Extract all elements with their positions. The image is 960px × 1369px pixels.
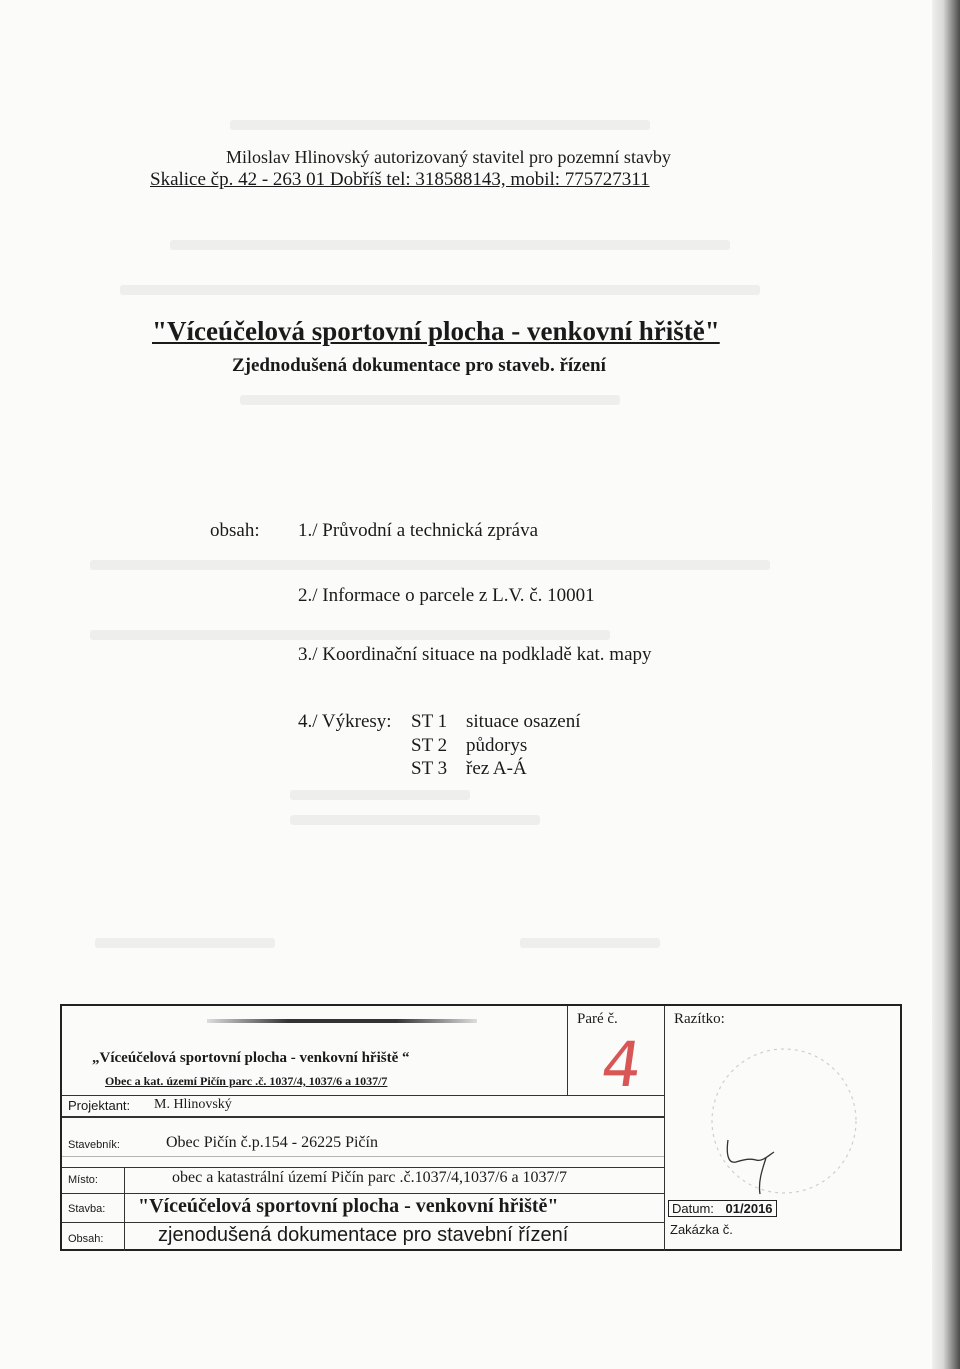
bleed-through-line — [290, 815, 540, 825]
bleed-through-line — [170, 240, 730, 250]
bleed-through-line — [290, 790, 470, 800]
stamp-project-location: Obec a kat. území Pičín parc .č. 1037/4, 1037/6 a 1037/7 — [105, 1074, 388, 1088]
obsah-label: Obsah: — [68, 1233, 104, 1245]
horizontal-divider — [62, 1095, 664, 1096]
obsah-value: zjenodušená dokumentace pro stavební řízení — [158, 1224, 569, 1246]
drawing-name: situace osazení — [466, 711, 581, 732]
label-divider — [124, 1168, 125, 1251]
contents-label: obsah: — [210, 520, 260, 541]
horizontal-divider — [62, 1116, 664, 1118]
bleed-through-line — [90, 630, 610, 640]
drawing-name: půdorys — [466, 735, 528, 756]
misto-label: Místo: — [68, 1174, 98, 1186]
projektant-value: M. Hlinovský — [154, 1097, 232, 1112]
decorative-bar — [207, 1019, 477, 1023]
horizontal-divider — [62, 1193, 664, 1194]
contents-item-3: 3./ Koordinační situace na podkladě kat. mapy — [298, 644, 652, 665]
stavba-value: "Víceúčelová sportovní plocha - venkovní hřiště" — [138, 1195, 559, 1217]
razitko-label: Razítko: — [674, 1011, 725, 1027]
document-subtitle: Zjednodušená dokumentace pro staveb. řízení — [232, 355, 606, 376]
bleed-through-line — [95, 938, 275, 948]
pare-number: 4 — [596, 1028, 647, 1101]
author-address: Skalice čp. 42 - 263 01 Dobříš tel: 318588143, mobil: 775727311 — [150, 169, 650, 190]
pare-label: Paré č. — [577, 1011, 618, 1027]
datum-value: 01/2016 — [725, 1201, 773, 1216]
drawing-code: ST 1 — [411, 711, 448, 732]
misto-value: obec a katastrální území Pičín parc .č.1037/4,1037/6 a 1037/7 — [172, 1169, 567, 1186]
contents-item-4: 4./ Výkresy: — [298, 711, 392, 732]
title-block — [60, 1004, 902, 1251]
author-header: Miloslav Hlinovský autorizovaný stavitel pro pozemní stavby — [226, 147, 671, 167]
datum-label: Datum: — [672, 1201, 714, 1216]
stavba-label: Stavba: — [68, 1203, 106, 1215]
horizontal-divider — [62, 1222, 664, 1223]
scan-page-edge — [932, 0, 960, 1369]
bleed-through-line — [120, 285, 760, 295]
vertical-divider — [664, 1006, 665, 1251]
bleed-through-line — [240, 395, 620, 405]
bleed-through-line — [90, 560, 770, 570]
bleed-through-line — [520, 938, 660, 948]
contents-item-2: 2./ Informace o parcele z L.V. č. 10001 — [298, 585, 595, 606]
horizontal-divider — [62, 1156, 664, 1157]
document-title: "Víceúčelová sportovní plocha - venkovní hřiště" — [152, 316, 720, 346]
horizontal-divider — [62, 1167, 664, 1168]
projektant-label: Projektant: — [68, 1098, 131, 1113]
bleed-through-line — [230, 120, 650, 130]
drawing-code: ST 3 — [411, 758, 448, 779]
stavebnik-value: Obec Pičín č.p.154 - 26225 Pičín — [166, 1134, 378, 1151]
vertical-divider — [567, 1006, 568, 1096]
stamp-project-title: „Víceúčelová sportovní plocha - venkovní hřiště “ — [92, 1050, 410, 1066]
contents-item-1: 1./ Průvodní a technická zpráva — [298, 520, 539, 541]
drawing-name: řez A-Á — [466, 758, 527, 779]
drawing-code: ST 2 — [411, 735, 448, 756]
zakazka-label: Zakázka č. — [670, 1222, 733, 1237]
stavebnik-label: Stavebník: — [68, 1139, 120, 1151]
faint-seal-outline — [694, 1036, 874, 1206]
